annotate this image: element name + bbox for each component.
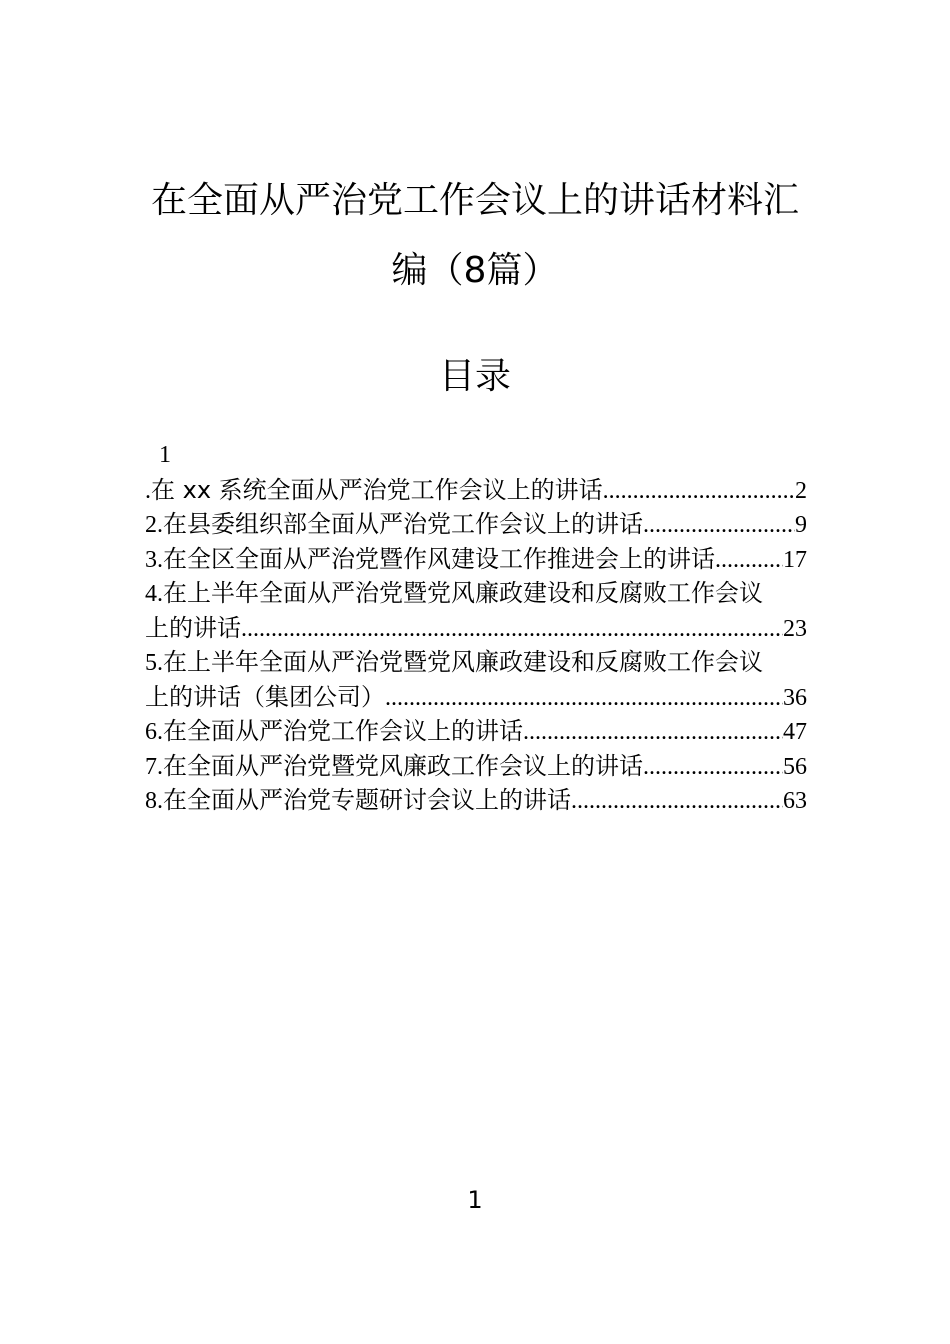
toc-entry-6[interactable] xyxy=(145,714,807,749)
toc-entry-3-text: 在全区全面从严治党暨作风建设工作推进会上的讲话 xyxy=(163,544,715,573)
toc-entry-1-page: 2 xyxy=(795,477,807,504)
toc-entry-5-page: 36 xyxy=(783,684,807,711)
toc-entry-8-prefix: 8. xyxy=(145,788,163,814)
toc-entry-6-prefix: 6. xyxy=(145,719,163,745)
table-of-contents xyxy=(145,438,807,818)
toc-leader-dots xyxy=(603,474,795,509)
toc-entry-8-text: 在全面从严治党专题研讨会议上的讲话 xyxy=(163,786,571,814)
toc-entry-6-text: 在全面从严治党工作会议上的讲话 xyxy=(163,717,523,745)
toc-entry-5-line-1[interactable] xyxy=(145,645,807,680)
toc-entry-3[interactable] xyxy=(145,542,807,577)
toc-entry-1-number: 1 xyxy=(159,442,171,468)
toc-entry-7-page: 56 xyxy=(783,753,807,780)
toc-entry-3-prefix: 3. xyxy=(145,546,163,573)
toc-entry-5-prefix: 5. xyxy=(145,650,163,676)
toc-leader-dots xyxy=(385,681,783,716)
toc-entry-2-page: 9 xyxy=(795,512,807,538)
toc-entry-2[interactable] xyxy=(145,507,807,542)
toc-entry-7-prefix: 7. xyxy=(145,753,163,780)
toc-heading: 目录 xyxy=(438,356,511,397)
toc-entry-1-text: 在 xx 系统全面从严治党工作会议上的讲话 xyxy=(151,475,603,504)
toc-entry-4-line-2[interactable] xyxy=(145,611,807,646)
toc-leader-dots xyxy=(571,784,783,819)
toc-entry-7-text: 在全面从严治党暨党风廉政工作会议上的讲话 xyxy=(163,751,643,780)
toc-leader-dots xyxy=(643,508,795,543)
toc-entry-5-line-2[interactable] xyxy=(145,680,807,715)
toc-entry-1-prefix: . xyxy=(145,477,151,504)
toc-entry-4-text: 上的讲话 xyxy=(145,613,241,642)
toc-leader-dots xyxy=(643,750,783,785)
toc-leader-dots xyxy=(241,612,783,647)
toc-entry-6-page: 47 xyxy=(783,719,807,745)
toc-entry-2-prefix: 2. xyxy=(145,512,163,538)
toc-entry-4-page: 23 xyxy=(783,615,807,642)
toc-entry-4-line-1[interactable] xyxy=(145,576,807,611)
toc-entry-1[interactable] xyxy=(145,473,807,508)
toc-entry-5-text: 上的讲话（集团公司） xyxy=(145,682,385,711)
toc-leader-dots xyxy=(523,715,783,750)
document-title-line-2: 编（8篇） xyxy=(391,250,559,291)
page-number-footer: 1 xyxy=(467,1186,483,1214)
toc-entry-2-text: 在县委组织部全面从严治党工作会议上的讲话 xyxy=(163,510,643,538)
toc-entry-7[interactable] xyxy=(145,749,807,784)
toc-entry-8-page: 63 xyxy=(783,788,807,814)
toc-leader-dots xyxy=(715,543,783,578)
toc-entry-3-page: 17 xyxy=(783,546,807,573)
toc-entry-4-text-line-1: 在上半年全面从严治党暨党风廉政建设和反腐败工作会议 xyxy=(163,579,763,607)
document-title-line-1: 在全面从严治党工作会议上的讲话材料汇 xyxy=(150,180,799,221)
toc-entry-5-text-line-1: 在上半年全面从严治党暨党风廉政建设和反腐败工作会议 xyxy=(163,648,763,676)
toc-entry-4-prefix: 4. xyxy=(145,581,163,607)
toc-entry-8[interactable] xyxy=(145,783,807,818)
